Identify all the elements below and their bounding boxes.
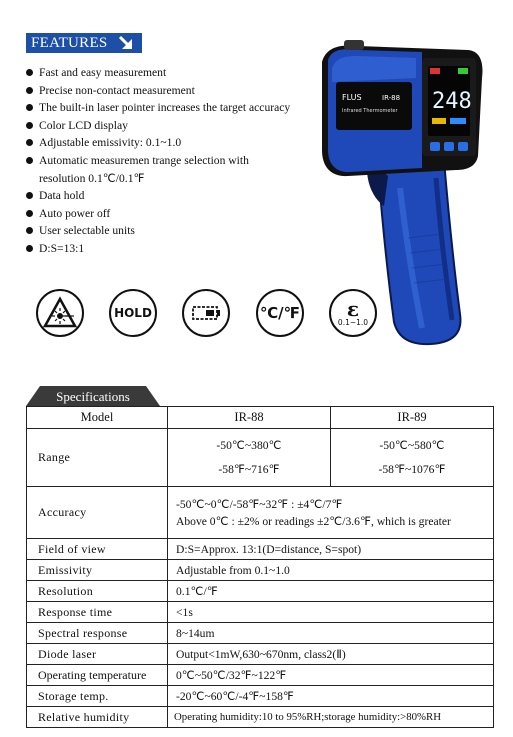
- bullet-icon: [26, 227, 33, 234]
- laser-icon-circle: [36, 289, 84, 337]
- row-label: Range: [27, 429, 168, 487]
- row-label: Resolution: [27, 581, 168, 602]
- feature-text: Color LCD display: [39, 118, 128, 132]
- feature-item: [25, 222, 315, 240]
- table-row: [27, 686, 494, 707]
- feature-item: [25, 205, 315, 223]
- row-label: Emissivity: [27, 560, 168, 581]
- range-ir89-celsius: -50℃~580℃: [379, 438, 445, 452]
- bullet-icon: [26, 104, 33, 111]
- feature-text: The built-in laser pointer increases the target accuracy: [39, 101, 291, 115]
- accuracy-value: [168, 487, 494, 539]
- row-label: Operating temperature: [27, 665, 168, 686]
- row-value: D:S=Approx. 13:1(D=distance, S=spot): [168, 539, 494, 560]
- feature-text: User selectable units: [39, 224, 135, 238]
- table-row: [27, 560, 494, 581]
- header-ir89: IR-89: [331, 407, 494, 429]
- row-value: Adjustable from 0.1~1.0: [168, 560, 494, 581]
- feature-text-continued: resolution 0.1℃/0.1℉: [39, 171, 145, 185]
- bullet-icon: [26, 245, 33, 252]
- specifications-tab: [26, 386, 160, 406]
- row-label: Relative humidity: [27, 707, 168, 728]
- header-model: Model: [27, 407, 168, 429]
- specifications-table: [26, 406, 494, 728]
- hold-label: HOLD: [114, 306, 152, 320]
- row-value: 0.1℃/℉: [168, 581, 494, 602]
- feature-text: D:S=13:1: [39, 241, 85, 255]
- feature-icons-row: [0, 289, 513, 339]
- feature-list: [25, 64, 315, 258]
- bullet-icon: [26, 157, 33, 164]
- table-row: [27, 539, 494, 560]
- row-value: -20℃~60℃/-4℉~158℉: [168, 686, 494, 707]
- feature-text: Automatic measuremen trange selection with: [39, 153, 249, 167]
- row-label: Diode laser: [27, 644, 168, 665]
- device-subtitle: Infrared Thermometer: [342, 108, 398, 114]
- table-row: [27, 602, 494, 623]
- row-label: Spectral response: [27, 623, 168, 644]
- device-button-mid: [444, 142, 454, 151]
- bullet-icon: [26, 122, 33, 129]
- accuracy-line-1: -50℃~0℃/-58℉~32℉ : ±4℃/7℉: [176, 497, 343, 511]
- row-value: Operating humidity:10 to 95%RH;storage humidity:>80%RH: [168, 707, 494, 728]
- features-title: FEATURES: [31, 34, 108, 51]
- emissivity-icon-circle: [329, 289, 377, 337]
- feature-item: [25, 152, 315, 187]
- feature-text: Data hold: [39, 189, 85, 203]
- bullet-icon: [26, 192, 33, 199]
- row-label: Storage temp.: [27, 686, 168, 707]
- device-button-right: [458, 142, 468, 151]
- specifications-title: Specifications: [56, 389, 130, 404]
- device-reading: 248: [432, 89, 472, 114]
- feature-text: Precise non-contact measurement: [39, 83, 195, 97]
- hold-icon-circle: [109, 289, 157, 337]
- bullet-icon: [26, 87, 33, 94]
- row-label: Field of view: [27, 539, 168, 560]
- bullet-icon: [26, 69, 33, 76]
- range-ir88-celsius: -50℃~380℃: [216, 438, 282, 452]
- row-value: <1s: [168, 602, 494, 623]
- emissivity-range: 0.1~1.0: [337, 317, 369, 327]
- feature-item: [25, 82, 315, 100]
- table-row: [27, 707, 494, 728]
- range-ir88: [168, 429, 331, 487]
- battery-icon-circle: [182, 289, 230, 337]
- table-header-row: [27, 407, 494, 429]
- row-label: Response time: [27, 602, 168, 623]
- device-brand: FLUS: [342, 93, 362, 102]
- feature-text: Auto power off: [39, 206, 111, 220]
- unit-label: ℃/℉: [260, 304, 300, 322]
- emissivity-symbol: ε: [346, 296, 360, 321]
- device-model: IR-88: [382, 94, 401, 102]
- feature-item: [25, 117, 315, 135]
- row-value: Output<1mW,630~670nm, class2(Ⅱ): [168, 644, 494, 665]
- arrow-down-right-icon: [117, 35, 135, 51]
- feature-item: [25, 240, 315, 258]
- bullet-icon: [26, 210, 33, 217]
- table-row: [27, 623, 494, 644]
- header-ir88: IR-88: [168, 407, 331, 429]
- laser-warning-icon: [43, 296, 77, 330]
- unit-icon-circle: [256, 289, 304, 337]
- table-row: [27, 581, 494, 602]
- table-row-accuracy: [27, 487, 494, 539]
- feature-item: [25, 99, 315, 117]
- feature-text: Fast and easy measurement: [39, 66, 167, 79]
- features-heading: [26, 33, 142, 53]
- feature-item: [25, 134, 315, 152]
- table-row-range: [27, 429, 494, 487]
- range-ir88-fahrenheit: -58℉~716℉: [218, 462, 280, 476]
- accuracy-line-2: Above 0℃ : ±2% or readings ±2℃/3.6℉, which is greater: [176, 514, 451, 528]
- row-label: Accuracy: [27, 487, 168, 539]
- feature-item: [25, 64, 315, 82]
- range-ir89-fahrenheit: -58℉~1076℉: [378, 462, 446, 476]
- bullet-icon: [26, 139, 33, 146]
- device-button-left: [430, 142, 440, 151]
- table-row: [27, 665, 494, 686]
- feature-item: [25, 187, 315, 205]
- feature-text: Adjustable emissivity: 0.1~1.0: [39, 136, 182, 150]
- row-value: 8~14um: [168, 623, 494, 644]
- range-ir89: [331, 429, 494, 487]
- row-value: 0℃~50℃/32℉~122℉: [168, 665, 494, 686]
- table-row: [27, 644, 494, 665]
- battery-icon: [191, 304, 221, 322]
